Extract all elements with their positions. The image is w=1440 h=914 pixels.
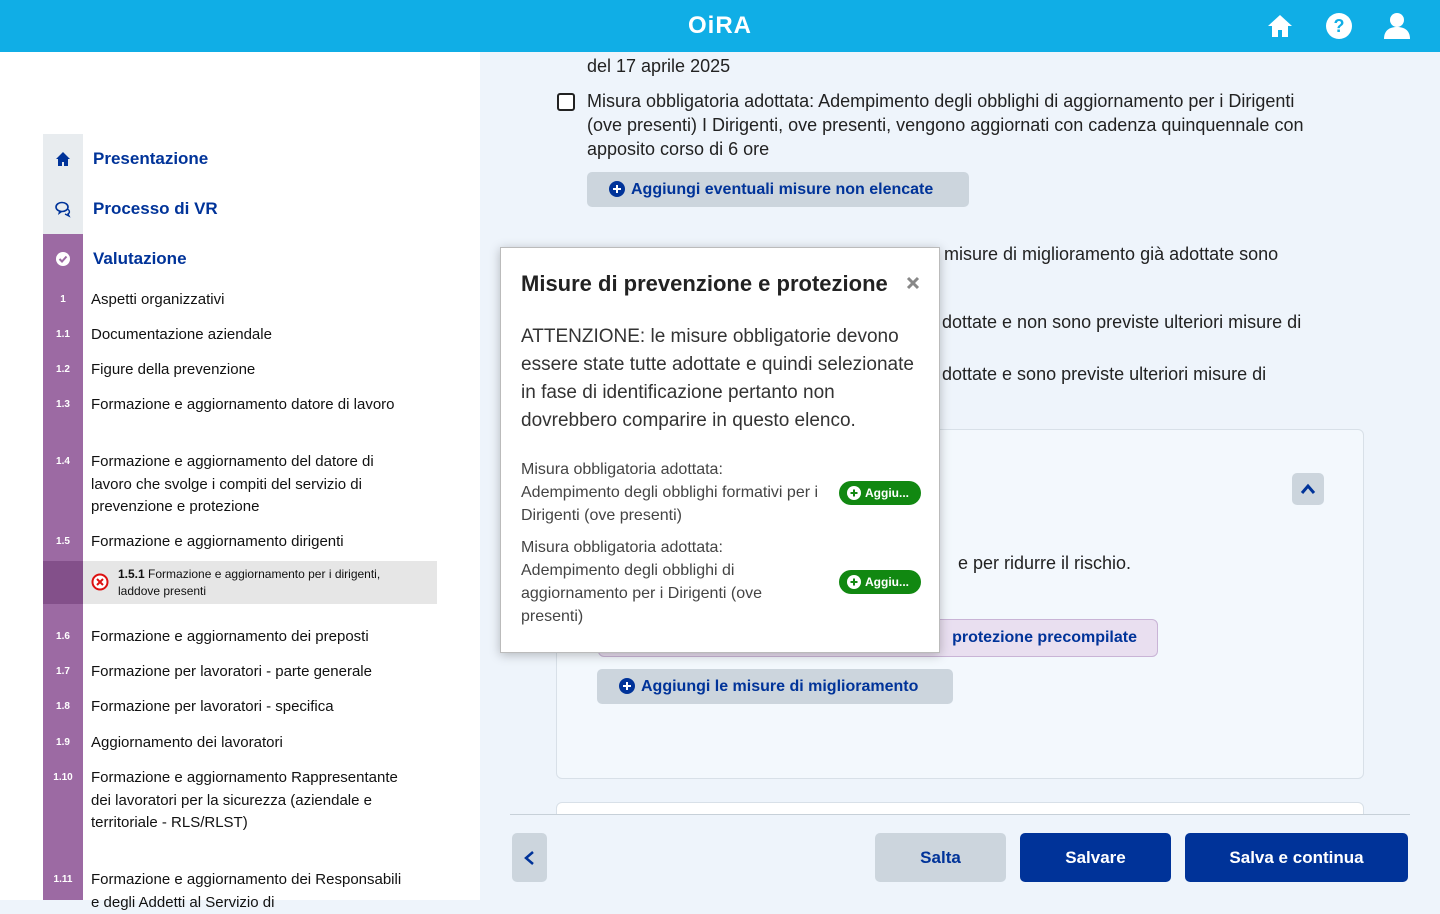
collapse-button[interactable]: [1292, 473, 1324, 505]
sub-item-number: 1.9: [56, 737, 70, 748]
sidebar: [0, 52, 480, 911]
add-improvement-measures-button[interactable]: [597, 669, 953, 704]
plus-circle-icon: [847, 486, 861, 500]
sub-item-label: Formazione e aggiornamento Rappresentante dei lavoratori per la sicurezza (aziendale e territoriale - RLS/RLST): [91, 769, 398, 831]
sub-item-label: Aggiornamento dei lavoratori: [91, 734, 283, 751]
button-label: Aggiungi eventuali misure non elencate: [631, 181, 934, 198]
button-label: Aggiu...: [865, 486, 909, 500]
button-label: Aggiu...: [865, 575, 909, 589]
skip-button[interactable]: Salta: [875, 833, 1006, 882]
sub-item-number: 1.8: [56, 701, 70, 712]
sub-item-number: 1.2: [56, 364, 70, 375]
nav-bubble: [43, 234, 83, 284]
add-measure-button[interactable]: [839, 481, 921, 505]
active-sub-number: 1.5.1: [118, 567, 145, 581]
precompiled-measures-button[interactable]: protezione precompilate: [598, 619, 1158, 657]
close-icon[interactable]: [905, 275, 921, 291]
active-sub-text: [118, 566, 418, 599]
sub-item-label: Aspetti organizzativi: [91, 291, 225, 308]
nav-label: Processo di VR: [93, 199, 218, 218]
panel-text-partial: e per ridurre il rischio.: [958, 553, 1132, 573]
sub-item-label: Formazione per lavoratori - parte generale: [91, 663, 372, 680]
add-measure-button[interactable]: [839, 570, 921, 594]
sub-item-number: 1.11: [53, 874, 73, 885]
measure-checkbox[interactable]: [557, 93, 575, 111]
sub-item-number: 1: [60, 294, 66, 305]
nav-valutazione[interactable]: [43, 234, 443, 284]
sub-item-label: Figure della prevenzione: [91, 361, 256, 378]
modal-measure-text: Misura obbligatoria adottata: Adempimento degli obblighi di aggiornamento per i Dirigenti (ove presenti): [521, 539, 763, 625]
date-line: del 17 aprile 2025: [587, 56, 731, 76]
home-icon: [55, 151, 71, 167]
nav-bubble: [43, 134, 83, 184]
help-icon[interactable]: [1325, 12, 1353, 40]
modal-measure-text: Misura obbligatoria adottata: Adempimento degli obblighi formativi per i Dirigenti (ove presenti): [521, 461, 819, 524]
plus-circle-icon: [619, 678, 635, 694]
sub-item-number: 1.10: [53, 772, 73, 783]
sub-item-label: Formazione e aggiornamento del datore di lavoro che svolge i compiti del servizio di prevenzione e protezione: [91, 453, 374, 515]
sub-item-label: Formazione e aggiornamento datore di lavoro: [91, 396, 395, 413]
sub-item-label: Formazione e aggiornamento dei Responsabili e degli Addetti al Servizio di: [91, 871, 402, 911]
sub-item-number: 1.7: [56, 666, 70, 677]
home-icon[interactable]: [1266, 12, 1294, 40]
footer-divider: [510, 814, 1410, 815]
measures-modal: [500, 247, 940, 653]
button-label: Aggiungi le misure di miglioramento: [641, 678, 919, 695]
save-continue-button[interactable]: Salva e continua: [1185, 833, 1408, 882]
active-strip: [43, 561, 83, 604]
sub-item-number: 1.4: [56, 456, 70, 467]
oira-logo[interactable]: OiRA: [688, 12, 752, 39]
svg-text:?: ?: [1333, 16, 1345, 36]
add-unlisted-measures-button[interactable]: [587, 172, 969, 207]
option-text-partial: dottate e sono previste ulteriori misure di: [942, 364, 1267, 384]
save-button[interactable]: Salvare: [1020, 833, 1171, 882]
option-text-partial: misure di miglioramento già adottate sono: [944, 244, 1279, 264]
nav-presentazione[interactable]: [43, 134, 443, 184]
modal-warning: ATTENZIONE: le misure obbligatorie devono essere state tutte adottate e quindi selezionate in fase di identificazione pertanto non dovrebbero comparire in questo elenco.: [521, 326, 914, 431]
sub-item-number: 1.6: [56, 631, 70, 642]
sub-item-label: Formazione e aggiornamento dei preposti: [91, 628, 369, 645]
user-icon[interactable]: [1383, 12, 1411, 40]
sub-item-number: 1.1: [56, 329, 70, 340]
sub-item-number: 1.3: [56, 399, 70, 410]
sub-item-label: Formazione per lavoratori - specifica: [91, 698, 334, 715]
modal-title: Misure di prevenzione e protezione: [521, 271, 888, 296]
sub-item-label: Formazione e aggiornamento dirigenti: [91, 533, 344, 550]
nav-label: Presentazione: [93, 149, 209, 168]
chevron-up-icon: [1300, 482, 1316, 496]
sub-item-1-5-1-active[interactable]: [43, 561, 437, 604]
sub-item-label: Documentazione aziendale: [91, 326, 272, 343]
active-sub-label: Formazione e aggiornamento per i dirigenti, laddove presenti: [118, 567, 381, 598]
nav-bubble: [43, 184, 83, 234]
back-button[interactable]: [512, 833, 547, 882]
nav-label: Valutazione: [93, 249, 187, 268]
error-circle-icon: [91, 573, 109, 591]
check-circle-icon: [55, 251, 71, 267]
measure-text: Misura obbligatoria adottata: Adempimento degli obblighi di aggiornamento per i Dirigenti (ove presenti) I Dirigenti, ove presenti, vengono aggiornati con cadenza quinquennale con apposito corso di 6 ore: [587, 91, 1304, 159]
plus-circle-icon: [847, 575, 861, 589]
sub-item-number: 1.5: [56, 536, 70, 547]
chevron-left-icon: [523, 850, 535, 866]
nav-processo-vr[interactable]: [43, 184, 443, 234]
chat-icon: [55, 201, 71, 217]
plus-circle-icon: [609, 181, 625, 197]
option-text-partial: dottate e non sono previste ulteriori misure di: [942, 312, 1302, 332]
